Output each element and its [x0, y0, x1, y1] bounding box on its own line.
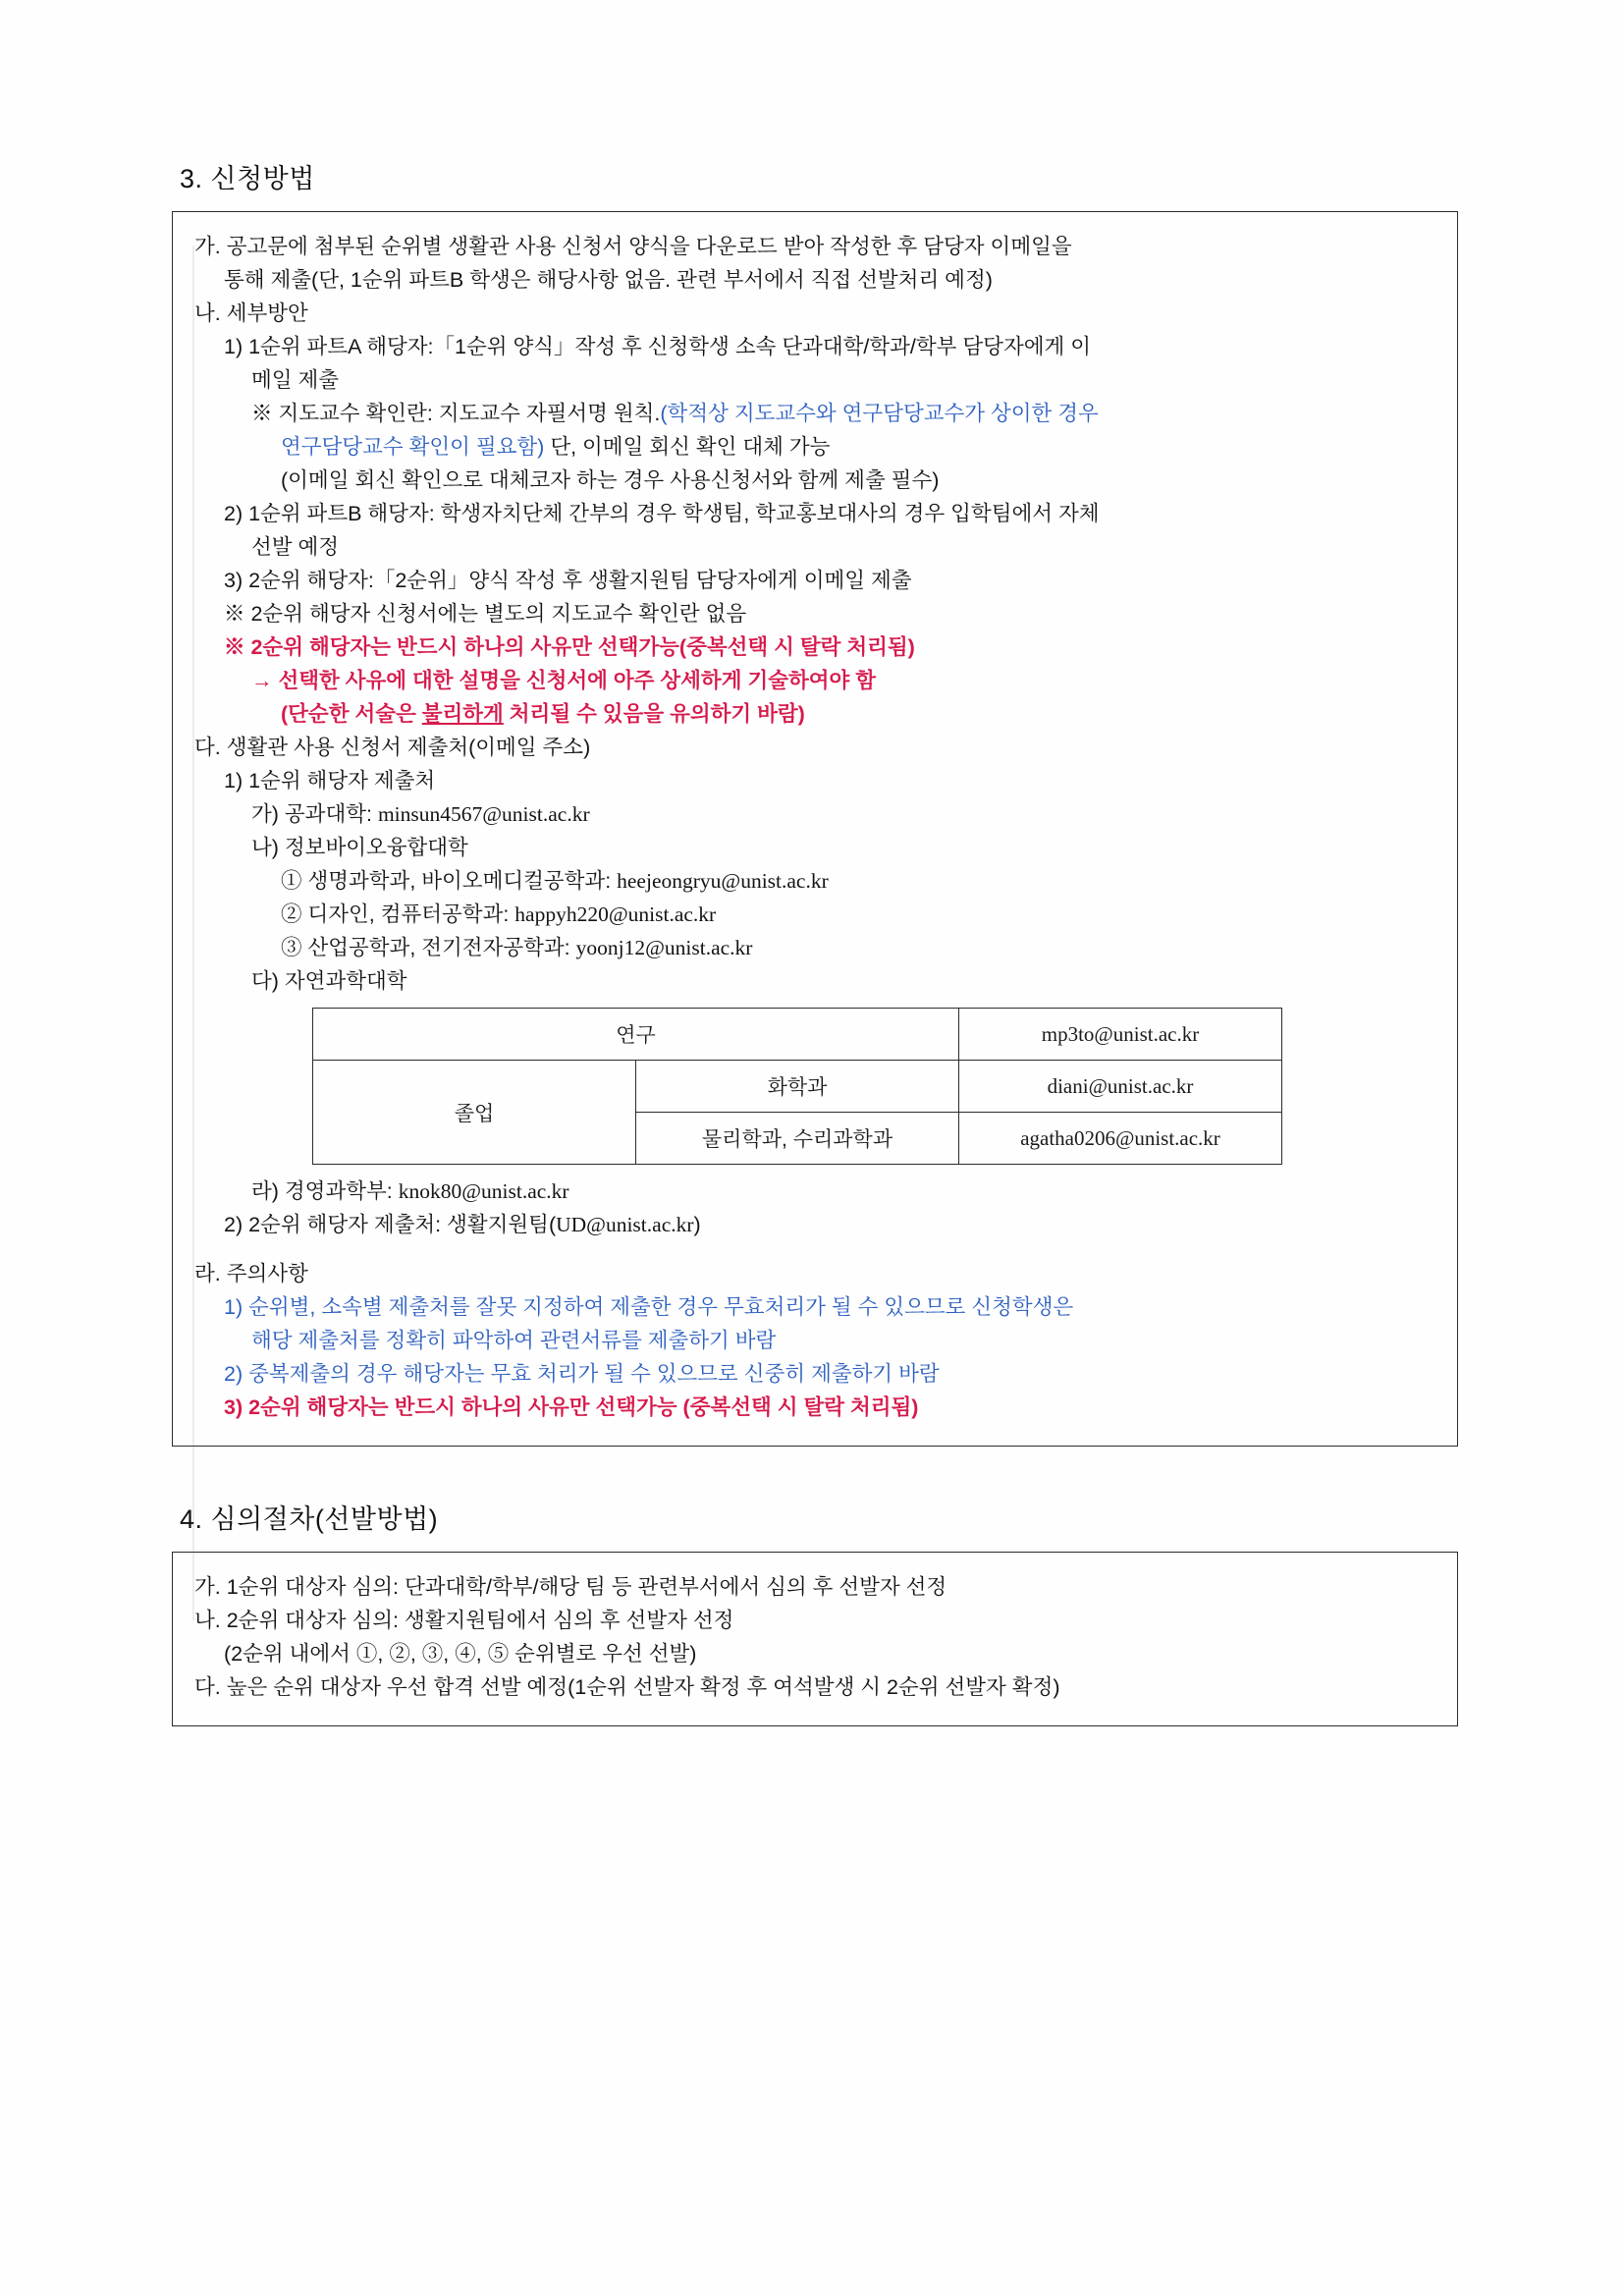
section-4-lines	[194, 1570, 1435, 1704]
text-run: knok80@unist.ac.kr	[398, 1179, 569, 1203]
document-line	[281, 864, 1435, 898]
document-line	[281, 697, 1435, 731]
text-run: (2순위 내에서 ①, ②, ③, ④, ⑤ 순위별로 우선 선발)	[224, 1642, 697, 1666]
text-run: (학적상 지도교수와 연구담당교수가 상이한 경우	[660, 402, 1099, 425]
document-line	[194, 1257, 1435, 1290]
text-run: ① 생명과학과, 바이오메디컬공학과:	[281, 869, 618, 893]
text-run: 다) 자연과학대학	[251, 969, 407, 993]
text-run: 가. 1순위 대상자 심의: 단과대학/학부/해당 팀 등 관련부서에서 심의 후 선발자 선정	[194, 1575, 947, 1599]
table-cell-label: 화학과	[636, 1061, 959, 1113]
document-line	[224, 564, 1435, 597]
section-4-box	[172, 1552, 1458, 1726]
document-line	[251, 964, 1435, 998]
text-run: 가. 공고문에 첨부된 순위별 생활관 사용 신청서 양식을 다운로드 받아 작성한 후 담당자 이메일을	[194, 235, 1072, 258]
text-run: 불리하게	[421, 702, 504, 726]
document-line	[251, 1324, 1435, 1357]
document-line	[194, 1604, 1435, 1637]
text-run: ※ 2순위 해당자 신청서에는 별도의 지도교수 확인란 없음	[224, 602, 747, 626]
line-spacer	[194, 1241, 1435, 1257]
document-line	[251, 363, 1435, 397]
document-line	[194, 731, 1435, 764]
text-run: ③ 산업공학과, 전기전자공학과:	[281, 936, 576, 959]
section-3-lines	[194, 230, 1435, 1424]
document-line	[224, 1208, 1435, 1241]
document-line	[224, 497, 1435, 530]
text-run: minsun4567@unist.ac.kr	[377, 802, 590, 826]
table-cell-email: diani@unist.ac.kr	[959, 1061, 1282, 1113]
text-run: 통해 제출(단, 1순위 파트B 학생은 해당사항 없음. 관련 부서에서 직접 선발처리 예정)	[224, 268, 993, 292]
text-run: 2) 중복제출의 경우 해당자는 무효 처리가 될 수 있으므로 신중히 제출하기 바람	[224, 1362, 940, 1386]
table-cell-label: 졸업	[313, 1061, 636, 1165]
document-line	[224, 597, 1435, 630]
document-line	[281, 931, 1435, 964]
document-line	[194, 1670, 1435, 1704]
document-line	[251, 530, 1435, 564]
document-line	[224, 1357, 1435, 1391]
text-run: ※ 2순위 해당자는 반드시 하나의 사유만 선택가능(중복선택 시 탈락 처리됨)	[224, 635, 915, 659]
table-row	[313, 1061, 1282, 1113]
text-run: heejeongryu@unist.ac.kr	[617, 869, 829, 893]
document-line	[224, 1391, 1435, 1424]
text-run: 라) 경영과학부:	[251, 1179, 399, 1203]
text-run: yoonj12@unist.ac.kr	[575, 936, 753, 959]
document-line	[281, 430, 1435, 464]
text-run: 1) 1순위 파트A 해당자:「1순위 양식」작성 후 신청학생 소속 단과대학/학과/학부 담당자에게 이	[224, 335, 1091, 358]
table-cell-label: 물리학과, 수리과학과	[636, 1113, 959, 1165]
text-run: UD@unist.ac.kr	[556, 1213, 694, 1236]
text-run: happyh220@unist.ac.kr	[514, 902, 717, 926]
document-line	[224, 630, 1435, 664]
text-run: 가) 공과대학:	[251, 802, 378, 826]
document-line	[224, 764, 1435, 797]
table-cell-email: agatha0206@unist.ac.kr	[959, 1113, 1282, 1165]
document-line	[281, 464, 1435, 497]
text-run: 나. 세부방안	[194, 301, 308, 325]
document-line	[194, 297, 1435, 330]
text-run: 처리될 수 있음을 유의하기 바람)	[503, 702, 805, 726]
text-run: 선발 예정	[251, 535, 340, 559]
document-line	[251, 397, 1435, 430]
section-heading-4: 4. 심의절차(선발방법)	[180, 1504, 439, 1534]
document-content	[172, 157, 1458, 1726]
text-run: 1) 순위별, 소속별 제출처를 잘못 지정하여 제출한 경우 무효처리가 될 수 있으므로 신청학생은	[224, 1295, 1074, 1319]
text-run: 2) 2순위 해당자 제출처: 생활지원팀(	[224, 1213, 557, 1236]
text-run: 해당 제출처를 정확히 파악하여 관련서류를 제출하기 바람	[251, 1329, 777, 1352]
document-line	[224, 263, 1435, 297]
document-line	[281, 898, 1435, 931]
table-cell-label: 연구	[313, 1009, 959, 1061]
text-run: 메일 제출	[251, 368, 340, 392]
text-run: 단, 이메일 회신 확인 대체 가능	[544, 435, 831, 459]
text-run: ② 디자인, 컴퓨터공학과:	[281, 902, 515, 926]
document-line	[194, 230, 1435, 263]
text-run: 1) 1순위 해당자 제출처	[224, 769, 436, 793]
text-run: 3) 2순위 해당자:「2순위」양식 작성 후 생활지원팀 담당자에게 이메일 제출	[224, 569, 912, 592]
text-run: ※ 지도교수 확인란: 지도교수 자필서명 원칙.	[251, 402, 661, 425]
text-run: 나) 정보바이오융합대학	[251, 836, 468, 859]
document-line	[194, 1570, 1435, 1604]
section-heading-3: 3. 신청방법	[180, 164, 315, 193]
text-run: 다. 높은 순위 대상자 우선 합격 선발 예정(1순위 선발자 확정 후 여석발생 시 2순위 선발자 확정)	[194, 1675, 1060, 1699]
text-run: 연구담당교수 확인이 필요함)	[281, 435, 545, 459]
document-line	[224, 330, 1435, 363]
text-run: 다. 생활관 사용 신청서 제출처(이메일 주소)	[194, 736, 591, 759]
text-run: 2) 1순위 파트B 해당자: 학생자치단체 간부의 경우 학생팀, 학교홍보대사의 경우 입학팀에서 자체	[224, 502, 1100, 525]
text-run: 라. 주의사항	[194, 1262, 308, 1285]
document-line	[224, 1290, 1435, 1324]
natural-science-email-table	[312, 1008, 1282, 1165]
document-line	[224, 1637, 1435, 1670]
table-row	[313, 1009, 1282, 1061]
text-run: 나. 2순위 대상자 심의: 생활지원팀에서 심의 후 선발자 선정	[194, 1609, 734, 1632]
section-3-box	[172, 211, 1458, 1447]
document-line	[251, 1175, 1435, 1208]
document-line	[251, 831, 1435, 864]
text-run: 3) 2순위 해당자는 반드시 하나의 사유만 선택가능 (중복선택 시 탈락 처리됨)	[224, 1395, 919, 1419]
document-line	[251, 797, 1435, 831]
text-run: )	[693, 1213, 701, 1236]
text-run: → 선택한 사유에 대한 설명을 신청서에 아주 상세하게 기술하여야 함	[251, 669, 877, 692]
text-run: (단순한 서술은	[281, 702, 422, 726]
table-cell-email: mp3to@unist.ac.kr	[959, 1009, 1282, 1061]
document-line	[251, 664, 1435, 697]
text-run: (이메일 회신 확인으로 대체코자 하는 경우 사용신청서와 함께 제출 필수)	[281, 468, 940, 492]
